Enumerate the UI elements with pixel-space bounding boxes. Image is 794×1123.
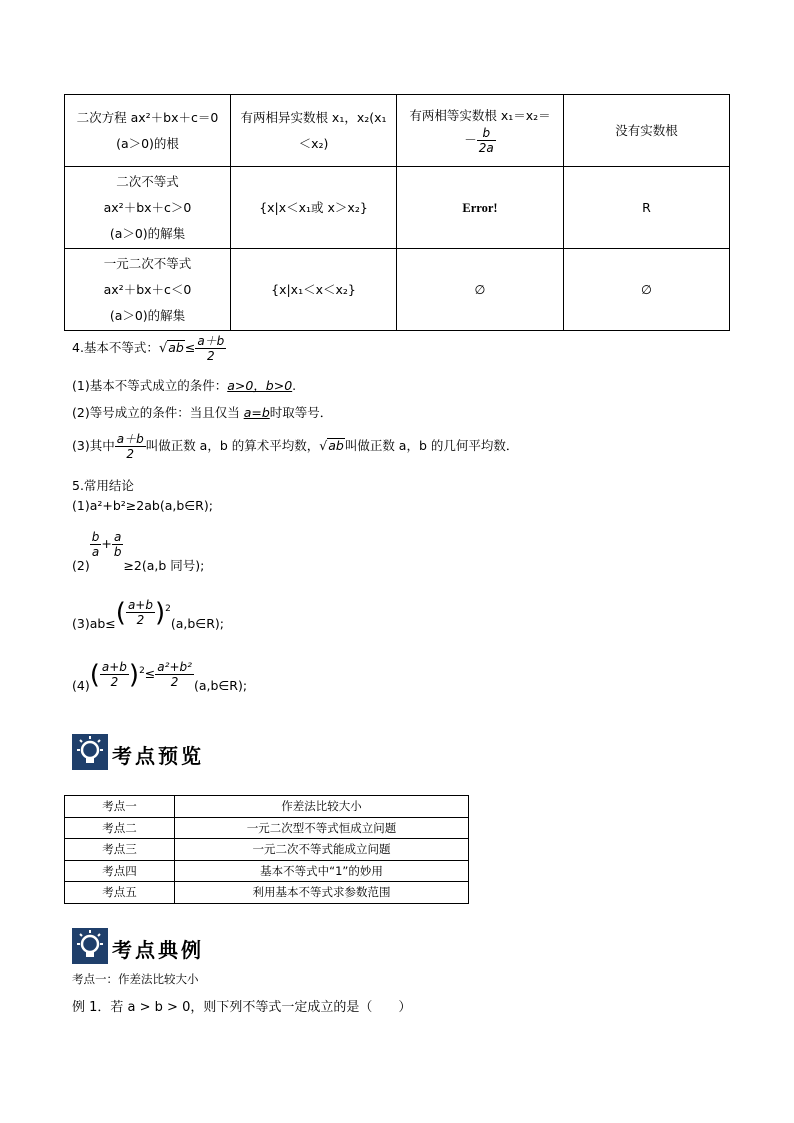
table-cell: 二次方程 ax²＋bx＋c＝0 (a＞0)的根 bbox=[65, 95, 231, 167]
table-cell: 一元二次不等式 ax²＋bx＋c＜0 (a＞0)的解集 bbox=[65, 249, 231, 331]
table-cell: {x|x₁＜x＜x₂} bbox=[231, 249, 397, 331]
table-row bbox=[65, 860, 469, 882]
condition-1: (1)基本不等式成立的条件：a>0，b>0. bbox=[72, 378, 297, 393]
point-topic: 利用基本不等式求参数范围 bbox=[175, 882, 469, 904]
section-heading: 考点一：作差法比较大小 bbox=[72, 972, 199, 986]
point-topic: 一元二次不等式能成立问题 bbox=[175, 839, 469, 861]
quadratic-table bbox=[64, 94, 730, 331]
point-label: 考点五 bbox=[65, 882, 175, 904]
examples-title: 考点典例 bbox=[112, 938, 204, 962]
table-cell: 有两相异实数根 x₁，x₂(x₁ ＜x₂) bbox=[231, 95, 397, 167]
point-label: 考点四 bbox=[65, 860, 175, 882]
basic-inequality-heading: 4.基本不等式：√ab≤ $\frac{a+b}{2}$ bbox=[72, 334, 225, 363]
conclusion-2: (2) $\frac{b}{a}$ + $\frac{a}{b}$ ≥2(a,b 同号); bbox=[72, 530, 205, 573]
table-cell: 没有实数根 bbox=[564, 95, 730, 167]
conclusion-4: (4)( $\frac{a+b}{2}$ )$^2$≤ $\frac{\text{a²+b²}}{2}$ (a,b∈R); bbox=[72, 659, 248, 693]
point-topic: 基本不等式中“1”的妙用 bbox=[175, 860, 469, 882]
fraction: $\frac{a+b}{2}$ bbox=[116, 432, 144, 461]
table-row bbox=[65, 839, 469, 861]
table-cell: ∅ bbox=[397, 249, 564, 331]
example-1: 例 1．若 a > b > 0，则下列不等式一定成立的是（ ） bbox=[72, 1000, 412, 1015]
table-cell: {x|x＜x₁或 x＞x₂} bbox=[231, 167, 397, 249]
table-cell: Error! bbox=[397, 167, 564, 249]
preview-table bbox=[64, 795, 469, 904]
point-topic: 作差法比较大小 bbox=[175, 796, 469, 818]
preview-title: 考点预览 bbox=[112, 744, 204, 768]
conclusion-3: (3)ab≤( $\frac{a+b}{2}$ )$^2$(a,b∈R); bbox=[72, 597, 224, 631]
table-row bbox=[65, 817, 469, 839]
fraction: $\frac{a+b}{2}$ bbox=[197, 334, 225, 363]
point-label: 考点三 bbox=[65, 839, 175, 861]
table-cell: ∅ bbox=[564, 249, 730, 331]
lightbulb-icon bbox=[72, 734, 108, 770]
lightbulb-icon bbox=[72, 928, 108, 964]
fraction: $\frac{b}{2a}$ bbox=[478, 126, 494, 155]
table-cell: 有两相等实数根 x₁＝x₂＝ － $\frac{b}{2a}$ bbox=[397, 95, 564, 167]
point-label: 考点二 bbox=[65, 817, 175, 839]
table-cell: 二次不等式 ax²＋bx＋c＞0 (a＞0)的解集 bbox=[65, 167, 231, 249]
point-label: 考点一 bbox=[65, 796, 175, 818]
conclusion-1: (1)a²+b²≥2ab(a,b∈R); bbox=[72, 498, 213, 513]
table-row bbox=[65, 882, 469, 904]
condition-3: (3)其中 $\frac{a+b}{2}$ 叫做正数 a，b 的算术平均数，√ab叫做正数 a，b 的几何平均数． bbox=[72, 432, 519, 461]
point-topic: 一元二次型不等式恒成立问题 bbox=[175, 817, 469, 839]
table-row bbox=[65, 796, 469, 818]
conclusions-heading: 5.常用结论 bbox=[72, 478, 134, 493]
condition-2: (2)等号成立的条件：当且仅当 a=b时取等号． bbox=[72, 405, 333, 420]
table-cell: R bbox=[564, 167, 730, 249]
